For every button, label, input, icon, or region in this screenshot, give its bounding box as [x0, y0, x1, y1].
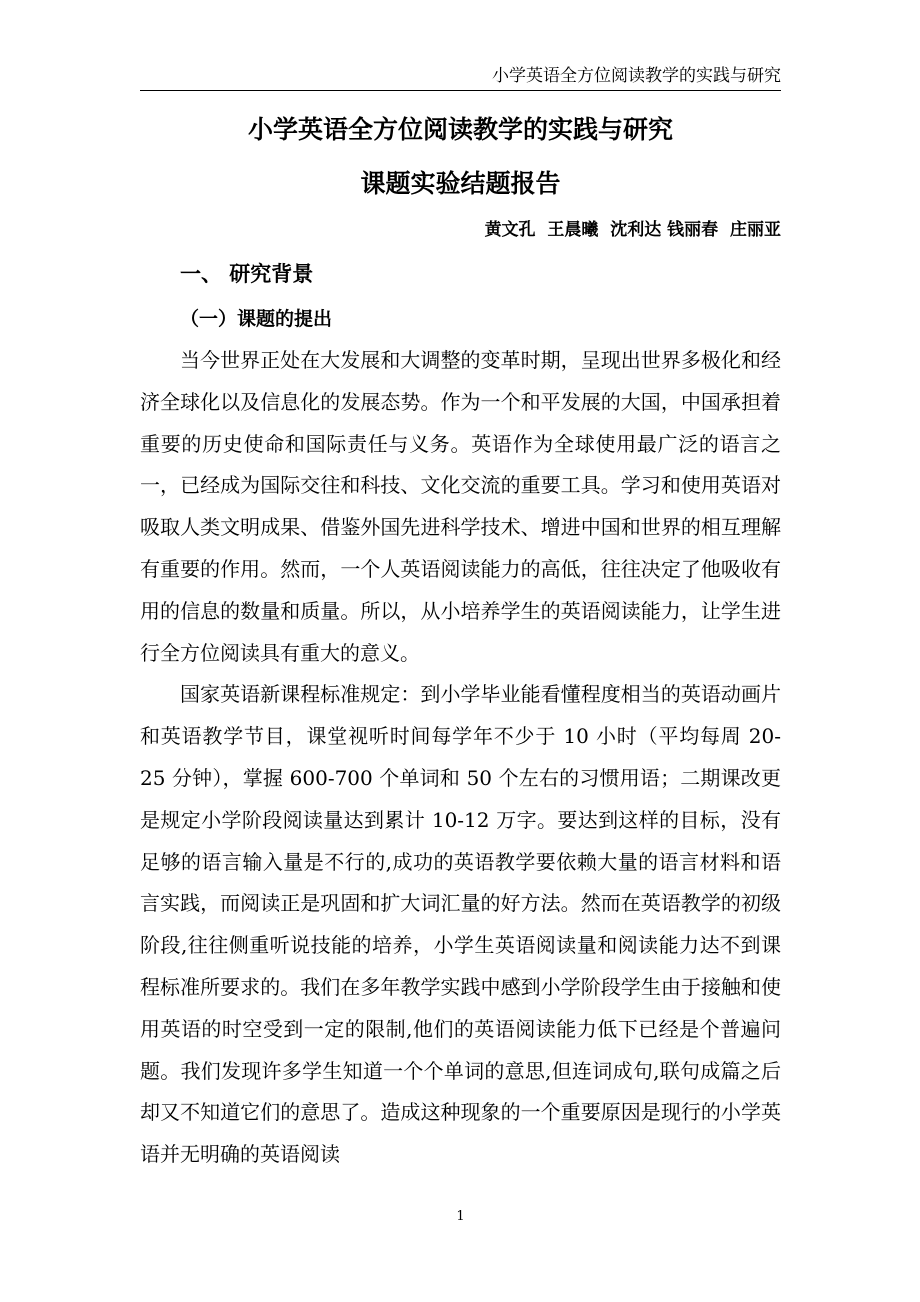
- document-subtitle: 课题实验结题报告: [360, 169, 561, 198]
- header-divider: [140, 90, 781, 91]
- running-header: 小学英语全方位阅读教学的实践与研究: [492, 66, 781, 86]
- page-number: 1: [456, 1209, 465, 1224]
- body-text: [140, 340, 781, 1176]
- subsection-heading-topic-proposal: （一）课题的提出: [180, 308, 333, 330]
- author-list: 黄文孔 王晨曦 沈利达 钱丽春 庄丽亚: [484, 220, 781, 240]
- document-title: 小学英语全方位阅读教学的实践与研究: [247, 115, 673, 144]
- paragraph: 当今世界正处在大发展和大调整的变革时期，呈现出世界多极化和经济全球化以及信息化的发展态势。作为一个和平发展的大国，中国承担着重要的历史使命和国际责任与义务。英语作为全球使用最广泛的语言之一，已经成为国际交往和科技、文化交流的重要工具。学习和使用英语对吸取人类文明成果、借鉴外国先进科学技术、增进中国和世界的相互理解有重要的作用。然而，一个人英语阅读能力的高低，往往决定了他吸收有用的信息的数量和质量。所以，从小培养学生的英语阅读能力，让学生进行全方位阅读具有重大的意义。: [140, 348, 781, 665]
- paragraph: 国家英语新课程标准规定：到小学毕业能看懂程度相当的英语动画片和英语教学节目，课堂视听时间每学年不少于 10 小时（平均每周 20-25 分钟），掌握 600-700 个单词和 50 个左右的习惯用语；二期课改更是规定小学阶段阅读量达到累计 10-12 万字。要达到这样的目标，没有足够的语言输入量是不行的,成功的英语教学要依赖大量的语言材料和语言实践，而阅读正是巩固和扩大词汇量的好方法。然而在英语教学的初级阶段,往往侧重听说技能的培养，小学生英语阅读量和阅读能力达不到课程标准所要求的。我们在多年教学实践中感到小学阶段学生由于接触和使用英语的时空受到一定的限制,他们的英语阅读能力低下已经是个普遍问题。我们发现许多学生知道一个个单词的意思,但连词成句,联句成篇之后却又不知道它们的意思了。造成这种现象的一个重要原因是现行的小学英语并无明确的英语阅读: [140, 682, 781, 1167]
- section-heading-research-background: 一、 研究背景: [180, 262, 314, 286]
